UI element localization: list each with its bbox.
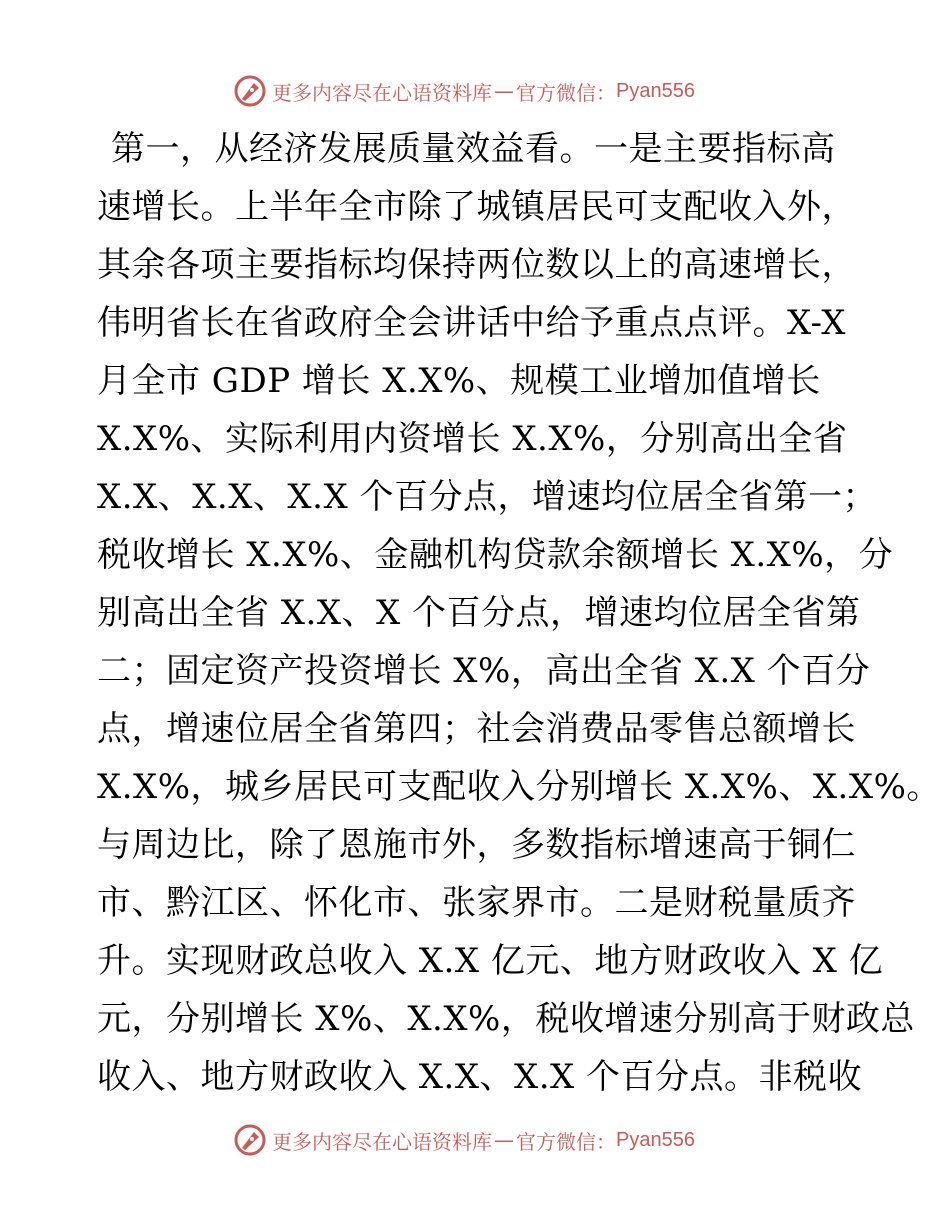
text-line: 其余各项主要指标均保持两位数以上的高速增长， <box>97 245 856 285</box>
text-line: 税收增长 X.X%、金融机构贷款余额增长 X.X%，分 <box>97 535 894 575</box>
text-line: 升。实现财政总收入 X.X 亿元、地方财政收入 X 亿 <box>97 941 884 981</box>
pen-nib-logo-icon <box>232 1122 268 1158</box>
watermark-text: 更多内容尽在心语资料库 <box>272 1129 492 1154</box>
text-line: 元，分别增长 X%、X.X%，税收增速分别高于财政总 <box>97 999 915 1039</box>
text-line: 速增长。上半年全市除了城镇居民可支配收入外， <box>97 187 856 227</box>
footer-watermark <box>232 1122 695 1158</box>
text-line: 别高出全省 X.X、X 个百分点，增速均位居全省第 <box>97 593 861 633</box>
header-watermark <box>232 73 695 109</box>
watermark-dash: — <box>494 1128 514 1152</box>
watermark-wechat-id: Pyan556 <box>616 1128 695 1151</box>
watermark-dash: — <box>494 79 514 103</box>
text-line: 二；固定资产投资增长 X%，高出全省 X.X 个百分 <box>97 651 871 691</box>
text-line: 伟明省长在省政府全会讲话中给予重点点评。X-X <box>97 303 846 343</box>
text-line: 点，增速位居全省第四；社会消费品零售总额增长 <box>97 709 856 749</box>
watermark-wechat-label: 官方微信： <box>516 80 616 105</box>
text-line: X.X%，城乡居民可支配收入分别增长 X.X%、X.X%。 <box>97 767 941 807</box>
text-line: 与周边比，除了恩施市外，多数指标增速高于铜仁 <box>97 825 856 865</box>
text-line: 收入、地方财政收入 X.X、X.X 个百分点。非税收 <box>97 1057 863 1097</box>
watermark-wechat-id: Pyan556 <box>616 79 695 102</box>
text-line: 月全市 GDP 增长 X.X%、规模工业增加值增长 <box>97 361 821 401</box>
text-line: 第一，从经济发展质量效益看。一是主要指标高 <box>111 129 836 169</box>
text-line: X.X%、实际利用内资增长 X.X%，分别高出全省 <box>97 419 848 459</box>
text-line: 市、黔江区、怀化市、张家界市。二是财税量质齐 <box>97 883 856 923</box>
text-line: X.X、X.X、X.X 个百分点，增速均位居全省第一； <box>97 477 877 517</box>
watermark-text: 更多内容尽在心语资料库 <box>272 80 492 105</box>
document-body <box>97 120 941 1106</box>
pen-nib-logo-icon <box>232 73 268 109</box>
watermark-wechat-label: 官方微信： <box>516 1129 616 1154</box>
